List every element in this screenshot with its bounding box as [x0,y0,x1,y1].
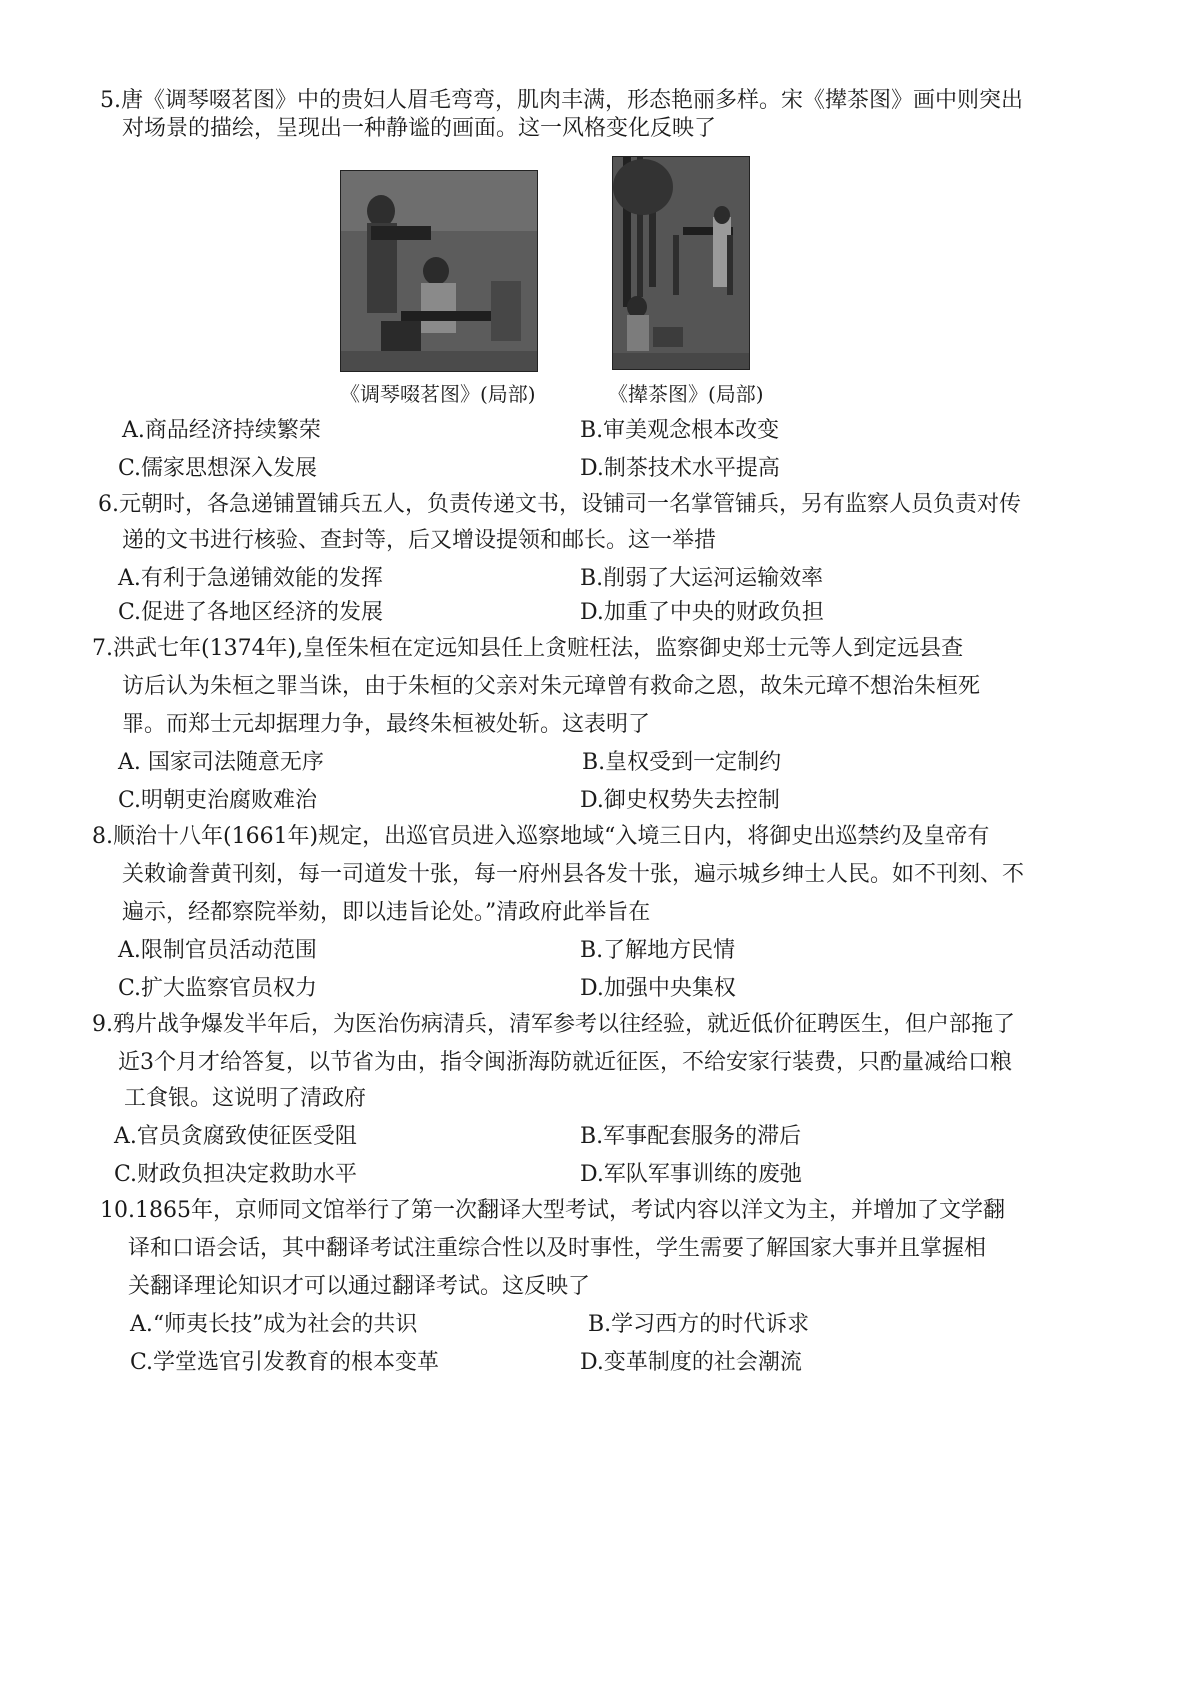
niancha-painting-image [612,156,750,370]
q10-option-d: D.变革制度的社会潮流 [580,1350,802,1375]
tiaoqin-painting-illustration [341,171,537,371]
q9-option-c: C.财政负担决定救助水平 [114,1162,358,1187]
q10-stem-line3: 关翻译理论知识才可以通过翻译考试。这反映了 [128,1274,591,1299]
q8-option-c: C.扩大监察官员权力 [118,976,318,1001]
q6-option-b: B.削弱了大运河运输效率 [580,566,824,591]
q7-stem-line1: 7.洪武七年(1374年),皇侄朱桓在定远知县任上贪赃枉法，监察御史郑士元等人到定远县查 [92,636,964,661]
q5-stem-line2: 对场景的描绘，呈现出一种静谧的画面。这一风格变化反映了 [122,116,717,141]
q8-option-a: A.限制官员活动范围 [118,938,317,963]
q7-option-c: C.明朝吏治腐败难治 [118,788,318,813]
q8-stem-line2: 关敕谕誊黄刊刻，每一司道发十张，每一府州县各发十张，遍示城乡绅士人民。如不刊刻、不 [122,862,1025,887]
q9-option-d: D.军队军事训练的废弛 [580,1162,802,1187]
q7-option-b: B.皇权受到一定制约 [582,750,782,775]
q9-option-a: A.官员贪腐致使征医受阻 [114,1124,357,1149]
q8-stem-line3: 遍示，经都察院举劾，即以违旨论处。”清政府此举旨在 [122,900,651,925]
q6-option-d: D.加重了中央的财政负担 [580,600,824,625]
q9-option-b: B.军事配套服务的滞后 [580,1124,802,1149]
tiaoqin-painting-image [340,170,538,372]
q6-option-a: A.有利于急递铺效能的发挥 [118,566,383,591]
q8-stem-line1: 8.顺治十八年(1661年)规定，出巡官员进入巡察地域“入境三日内，将御史出巡禁约及皇帝有 [92,824,990,849]
q7-stem-line3: 罪。而郑士元却据理力争，最终朱桓被处斩。这表明了 [122,712,651,737]
q5-option-c: C.儒家思想深入发展 [118,456,318,481]
q6-option-c: C.促进了各地区经济的发展 [118,600,384,625]
tiaoqin-caption: 《调琴啜茗图》(局部) [340,382,536,406]
q10-option-a: A.“师夷长技”成为社会的共识 [130,1312,418,1337]
q7-option-a: A. 国家司法随意无序 [118,750,324,775]
q5-option-d: D.制茶技术水平提高 [580,456,780,481]
q5-option-a: A.商品经济持续繁荣 [122,418,321,443]
q6-stem-line2: 递的文书进行核验、查封等，后又增设提领和邮长。这一举措 [122,528,717,553]
q10-stem-line1: 10.1865年，京师同文馆举行了第一次翻译大型考试，考试内容以洋文为主，并增加了文学翻 [100,1198,1005,1223]
q8-option-b: B.了解地方民情 [580,938,736,963]
q5-option-b: B.审美观念根本改变 [580,418,780,443]
q7-option-d: D.御史权势失去控制 [580,788,780,813]
q6-stem-line1: 6.元朝时，各急递铺置铺兵五人，负责传递文书，设铺司一名掌管铺兵，另有监察人员负责对传 [98,492,1021,517]
niancha-caption: 《撵茶图》(局部) [608,382,764,406]
q10-option-b: B.学习西方的时代诉求 [588,1312,810,1337]
q9-stem-line3: 工食银。这说明了清政府 [124,1086,367,1111]
q9-stem-line1: 9.鸦片战争爆发半年后，为医治伤病清兵，清军参考以往经验，就近低价征聘医生，但户部拖了 [92,1012,1015,1037]
niancha-painting-illustration [613,157,749,369]
q10-stem-line2: 译和口语会话，其中翻译考试注重综合性以及时事性，学生需要了解国家大事并且掌握相 [128,1236,987,1261]
q5-stem-line1: 5.唐《调琴啜茗图》中的贵妇人眉毛弯弯，肌肉丰满，形态艳丽多样。宋《撵茶图》画中则突出 [100,88,1023,113]
q9-stem-line2: 近3个月才给答复，以节省为由，指令闽浙海防就近征医，不给安家行装费，只酌量减给口粮 [118,1050,1013,1075]
q8-option-d: D.加强中央集权 [580,976,736,1001]
q7-stem-line2: 访后认为朱桓之罪当诛，由于朱桓的父亲对朱元璋曾有救命之恩，故朱元璋不想治朱桓死 [122,674,981,699]
q10-option-c: C.学堂选官引发教育的根本变革 [130,1350,440,1375]
